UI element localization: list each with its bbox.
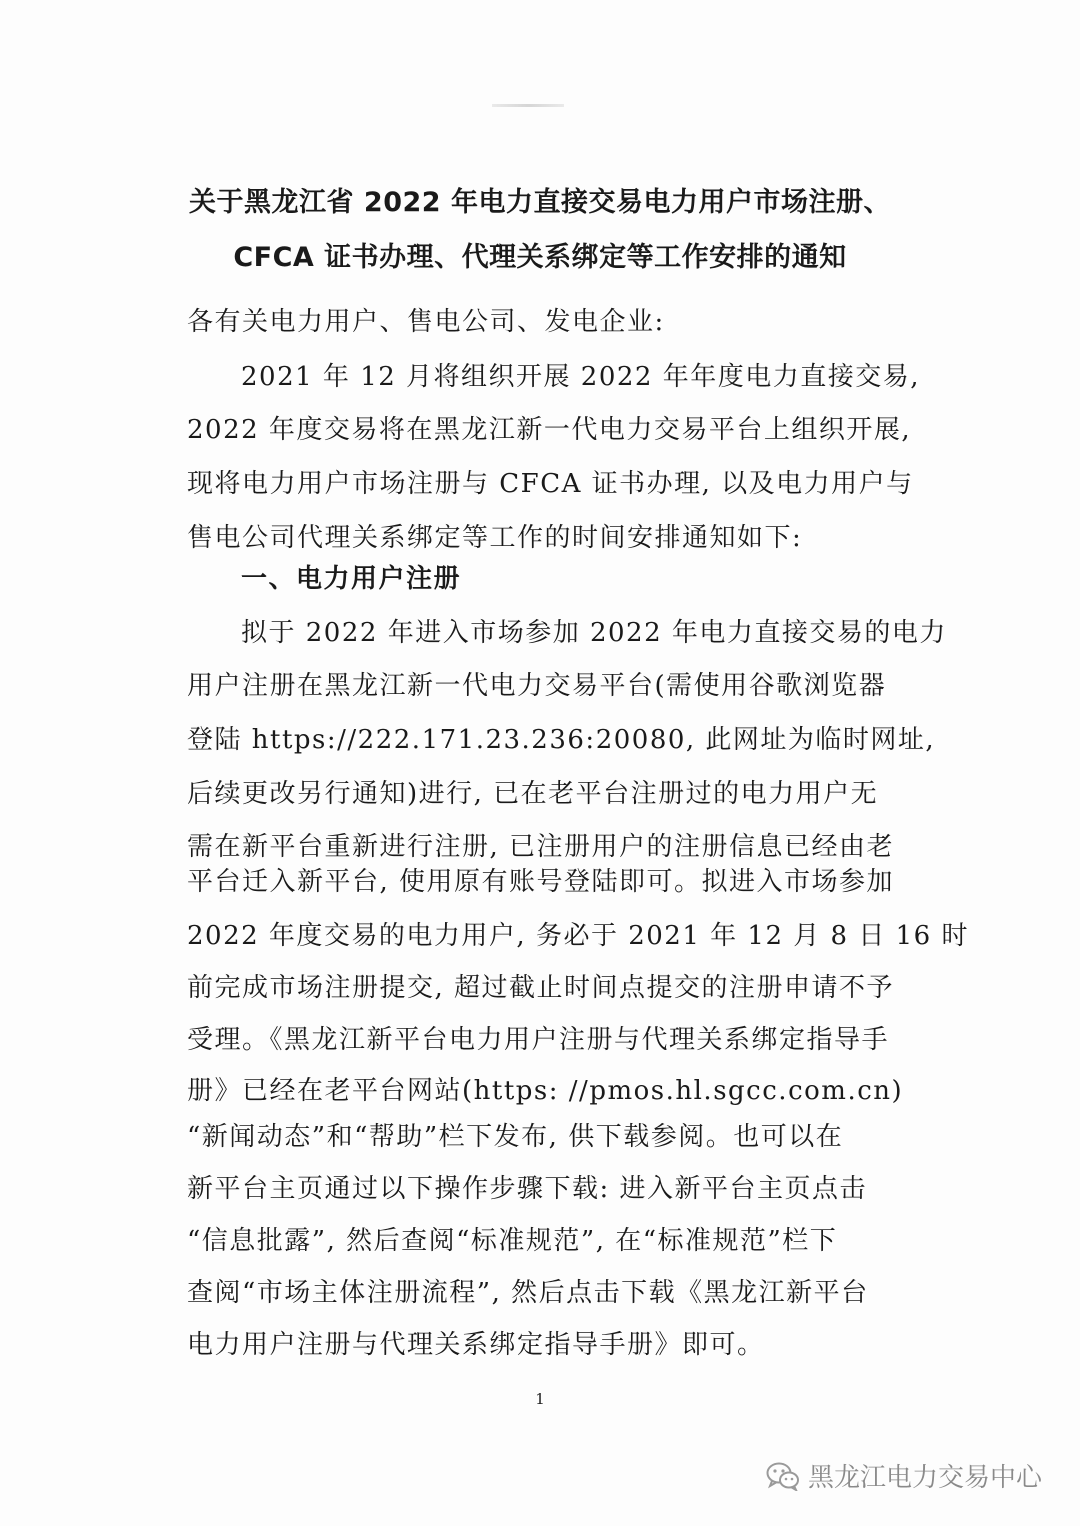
body-line: 登陆 https://222.171.23.236:20080, 此网址为临时网址, bbox=[187, 725, 936, 755]
scan-artifact bbox=[492, 104, 564, 107]
body-line: 册》已经在老平台网站(https: //pmos.hl.sgcc.com.cn) bbox=[187, 1076, 904, 1106]
body-line: 查阅“市场主体注册流程”, 然后点击下载《黑龙江新平台 bbox=[187, 1278, 869, 1308]
body-line: 现将电力用户市场注册与 CFCA 证书办理, 以及电力用户与 bbox=[187, 469, 914, 499]
salutation: 各有关电力用户、售电公司、发电企业: bbox=[187, 307, 665, 337]
document-title-line-1: 关于黑龙江省 2022 年电力直接交易电力用户市场注册、 bbox=[189, 187, 891, 218]
wechat-watermark bbox=[766, 1457, 1042, 1494]
page-number: 1 bbox=[535, 1390, 545, 1408]
section-heading: 一、电力用户注册 bbox=[241, 564, 462, 594]
body-line: 电力用户注册与代理关系绑定指导手册》即可。 bbox=[187, 1330, 765, 1360]
body-line: 2021 年 12 月将组织开展 2022 年年度电力直接交易, bbox=[241, 362, 921, 392]
body-line: 受理。《黑龙江新平台电力用户注册与代理关系绑定指导手 bbox=[187, 1025, 890, 1055]
body-line: 售电公司代理关系绑定等工作的时间安排通知如下: bbox=[187, 523, 803, 553]
body-line: 用户注册在黑龙江新一代电力交易平台(需使用谷歌浏览器 bbox=[187, 671, 887, 701]
body-line: 需在新平台重新进行注册, 已注册用户的注册信息已经由老 bbox=[187, 832, 895, 862]
body-line: “新闻动态”和“帮助”栏下发布, 供下载参阅。也可以在 bbox=[187, 1122, 844, 1152]
watermark-text: 黑龙江电力交易中心 bbox=[807, 1463, 1042, 1493]
body-line: 2022 年度交易将在黑龙江新一代电力交易平台上组织开展, bbox=[187, 415, 912, 445]
body-line: 后续更改另行通知)进行, 已在老平台注册过的电力用户无 bbox=[187, 779, 879, 809]
body-line: 新平台主页通过以下操作步骤下载: 进入新平台主页点击 bbox=[187, 1174, 868, 1204]
body-line: 平台迁入新平台, 使用原有账号登陆即可。拟进入市场参加 bbox=[187, 867, 895, 897]
body-line: 前完成市场注册提交, 超过截止时间点提交的注册申请不予 bbox=[187, 973, 895, 1003]
body-line: 2022 年度交易的电力用户, 务必于 2021 年 12 月 8 日 16 时 bbox=[187, 921, 969, 951]
body-line: “信息批露”, 然后查阅“标准规范”, 在“标准规范”栏下 bbox=[187, 1226, 838, 1256]
wechat-icon bbox=[766, 1461, 800, 1491]
body-line: 拟于 2022 年进入市场参加 2022 年电力直接交易的电力 bbox=[241, 618, 947, 648]
document-title-line-2: CFCA 证书办理、代理关系绑定等工作安排的通知 bbox=[233, 242, 847, 273]
